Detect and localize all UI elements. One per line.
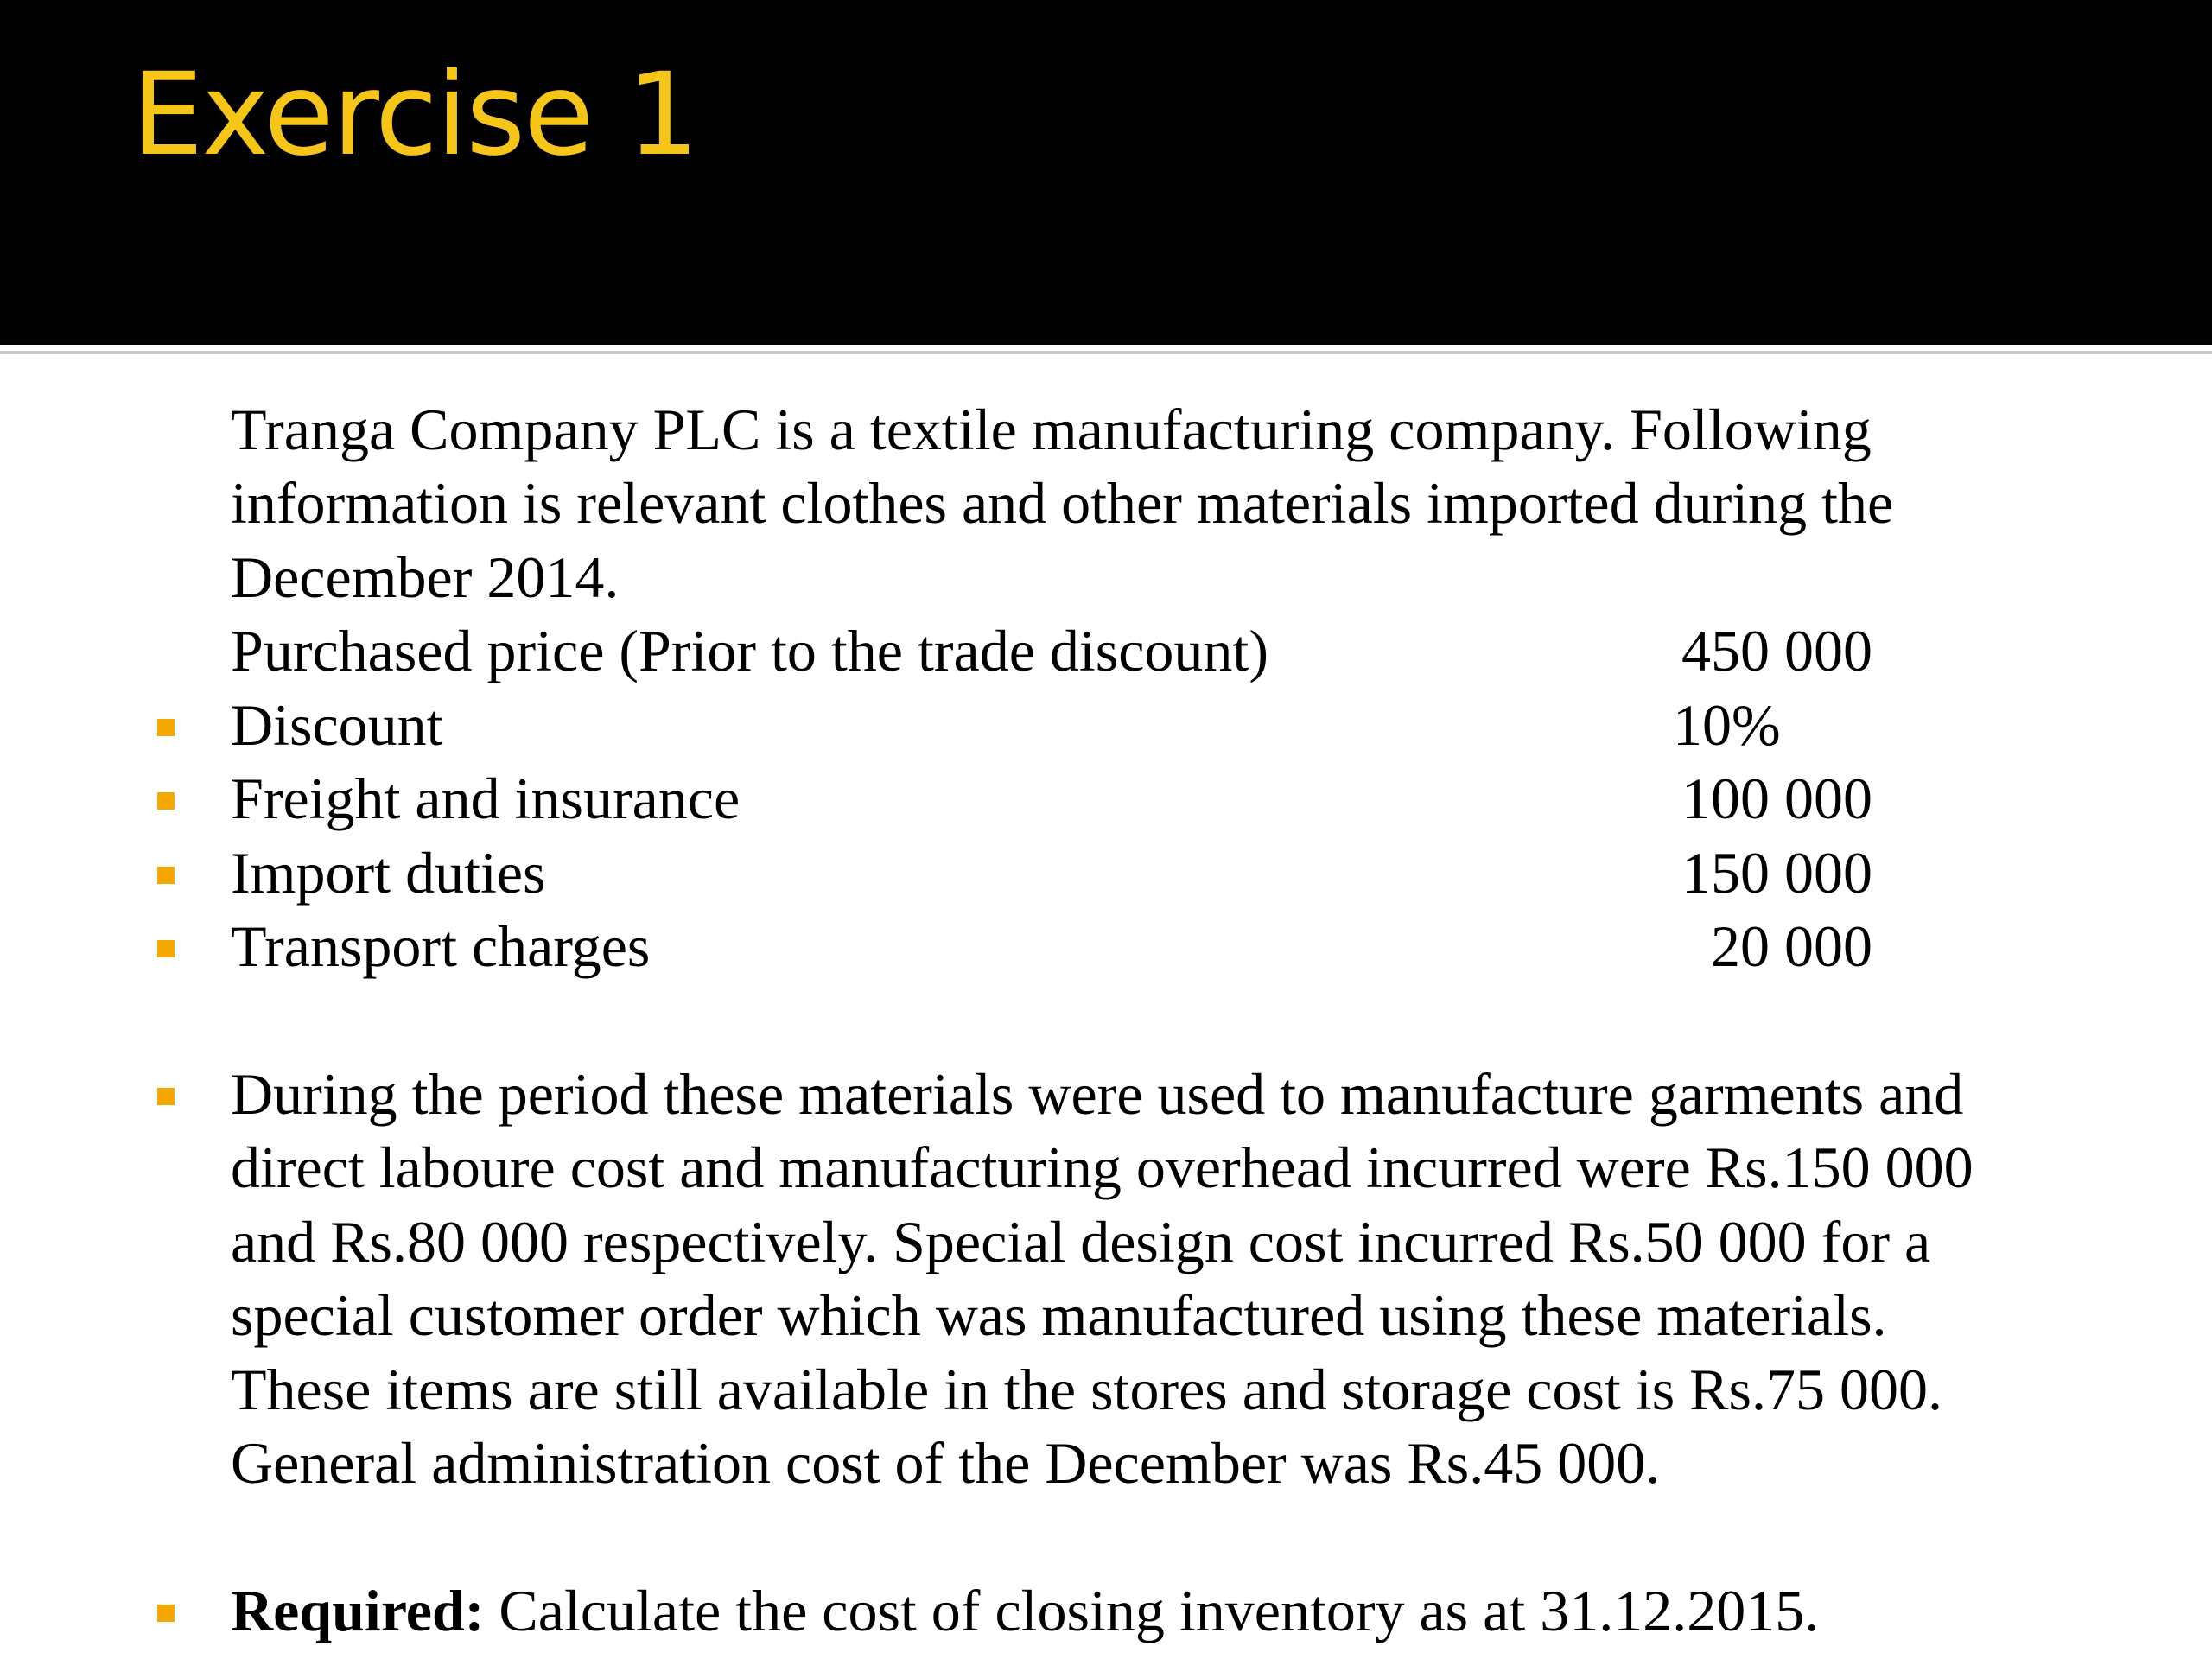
square-bullet-icon [157,1088,175,1105]
square-bullet-icon [157,1605,175,1622]
cost-item-label: Transport charges [231,913,651,979]
square-bullet-icon [157,719,175,736]
paragraph-line: direct laboure cost and manufacturing overhead incurred were Rs.150 000 [231,1135,1974,1200]
cost-item-label: Purchased price (Prior to the trade discount) [231,618,1268,683]
paragraph-line: These items are still available in the stores and storage cost is Rs.75 000. [231,1357,1942,1422]
paragraph-line: During the period these materials were used to manufacture garments and [231,1061,1964,1127]
intro-line: Tranga Company PLC is a textile manufacturing company. Following [231,397,1872,462]
cost-item-value: 20 000 [1711,913,1872,979]
required-label: Required: [231,1578,485,1643]
required-line [231,1574,1819,1649]
intro-line: information is relevant clothes and other materials imported during the [231,470,1894,536]
cost-item-label: Freight and insurance [231,766,741,831]
paragraph-line: and Rs.80 000 respectively. Special design cost incurred Rs.50 000 for a [231,1209,1931,1274]
slide-title: Exercise 1 [131,48,698,181]
cost-item-value: 450 000 [1681,618,1872,683]
required-text: Calculate the cost of closing inventory as at 31.12.2015. [484,1578,1820,1643]
cost-item-value: 10% [1673,692,1781,758]
square-bullet-icon [157,940,175,957]
cost-item-label: Import duties [231,840,546,906]
intro-line: December 2014. [231,544,620,610]
paragraph-line: special customer order which was manufactured using these materials. [231,1282,1887,1348]
square-bullet-icon [157,792,175,810]
cost-item-value: 150 000 [1681,840,1872,906]
cost-item-label: Discount [231,692,443,758]
cost-item-value: 100 000 [1681,766,1872,831]
square-bullet-icon [157,867,175,884]
paragraph-line: General administration cost of the December was Rs.45 000. [231,1430,1661,1496]
